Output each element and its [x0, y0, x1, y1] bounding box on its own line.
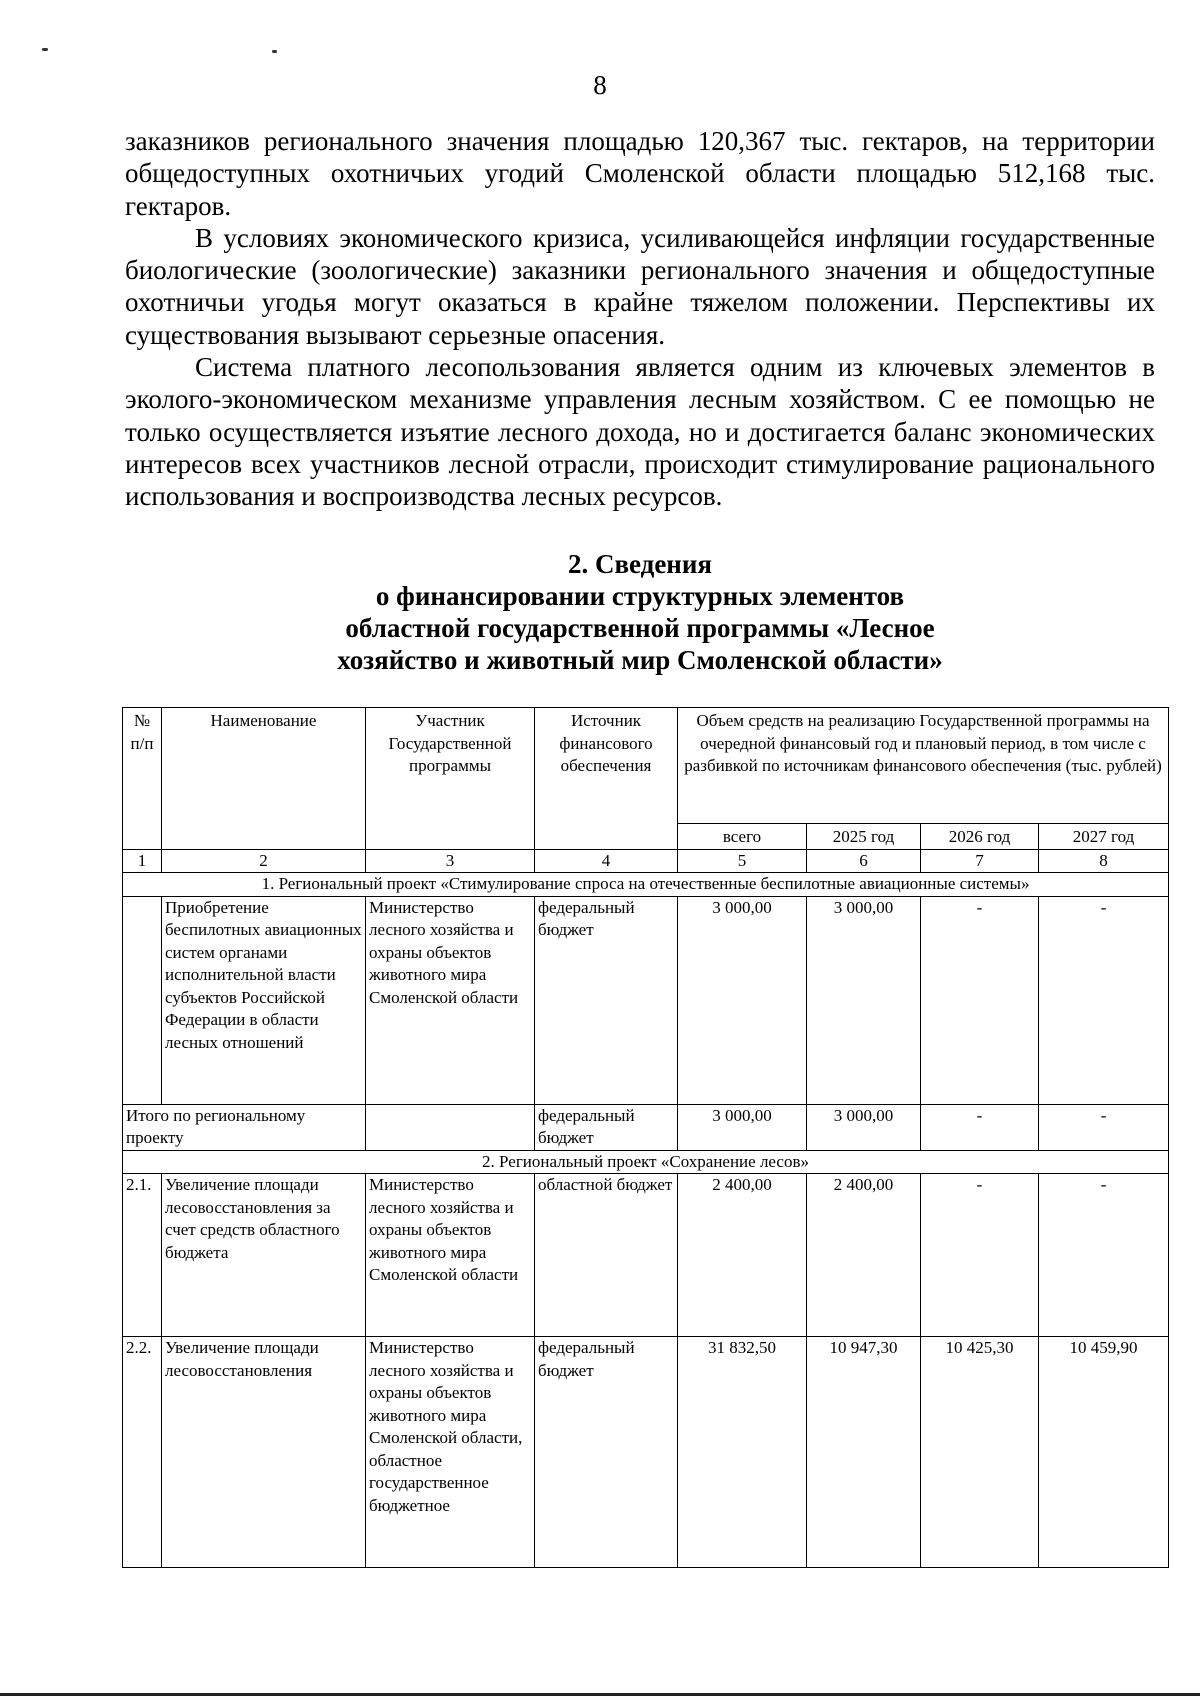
- scan-speck: [272, 50, 277, 53]
- column-number: 7: [921, 849, 1039, 873]
- header-participant: Участник Государственной программы: [366, 708, 535, 850]
- row-2025: 10 947,30: [807, 1337, 921, 1568]
- row-2026: -: [921, 1174, 1039, 1337]
- financing-table: [122, 707, 1169, 1568]
- summary-2027: -: [1039, 1104, 1169, 1150]
- table-row: [123, 1174, 1169, 1337]
- row-2026: 10 425,30: [921, 1337, 1039, 1568]
- row-2027: 10 459,90: [1039, 1337, 1169, 1568]
- section-title-line: 2. Сведения: [567, 549, 713, 579]
- summary-2026: -: [921, 1104, 1039, 1150]
- column-number: 1: [123, 849, 162, 873]
- body-text: [125, 125, 1155, 513]
- header-name: Наименование: [162, 708, 366, 850]
- row-num: [123, 896, 162, 1104]
- header-num: № п/п: [123, 708, 162, 850]
- paragraph: заказников регионального значения площадью 120,367 тыс. гектаров, на территории общедоступных охотничьих угодий Смоленской области площадью 512,168 тыс. гектаров.: [125, 126, 1155, 221]
- column-number: 6: [807, 849, 921, 873]
- row-source: областной бюджет: [535, 1174, 678, 1337]
- header-source: Источник финансового обеспечения: [535, 708, 678, 850]
- row-num: 2.2.: [123, 1337, 162, 1568]
- summary-name: Итого по региональному проекту: [123, 1104, 366, 1150]
- row-name: Увеличение площади лесовосстановления за счет средств областного бюджета: [162, 1174, 366, 1337]
- row-name: Приобретение беспилотных авиационных систем органами исполнительной власти субъектов Российской Федерации в области лесных отношений: [162, 896, 366, 1104]
- row-participant: Министерство лесного хозяйства и охраны объектов животного мира Смоленской области: [366, 1174, 535, 1337]
- group-title: 1. Региональный проект «Стимулирование спроса на отечественные беспилотные авиационные системы»: [123, 873, 1169, 897]
- row-participant: Министерство лесного хозяйства и охраны объектов животного мира Смоленской области: [366, 896, 535, 1104]
- header-total: всего: [678, 824, 807, 850]
- summary-2025: 3 000,00: [807, 1104, 921, 1150]
- row-source: федеральный бюджет: [535, 896, 678, 1104]
- column-number: 3: [366, 849, 535, 873]
- group-title-row: [123, 1150, 1169, 1174]
- row-2025: 3 000,00: [807, 896, 921, 1104]
- column-number: 5: [678, 849, 807, 873]
- row-participant: Министерство лесного хозяйства и охраны объектов животного мира Смоленской области, областное государственное бюджетное: [366, 1337, 535, 1568]
- summary-participant: [366, 1104, 535, 1150]
- column-numbers-row: [123, 849, 1169, 873]
- row-source: федеральный бюджет: [535, 1337, 678, 1568]
- row-total: 31 832,50: [678, 1337, 807, 1568]
- section-title-line: о финансировании структурных элементов: [375, 581, 905, 611]
- section-title: [125, 548, 1155, 676]
- paragraph: В условиях экономического кризиса, усиливающейся инфляции государственные биологические (зоологические) заказники регионального значения и общедоступные охотничьи угодья могут оказаться в крайне тяжелом положении. Перспективы их существования вызывают серьезные опасения.: [125, 222, 1155, 350]
- section-title-line: областной государственной программы «Лесное: [345, 613, 935, 643]
- scan-speck: [42, 48, 48, 51]
- table-row: [123, 1337, 1169, 1568]
- summary-row: [123, 1104, 1169, 1150]
- row-total: 2 400,00: [678, 1174, 807, 1337]
- column-number: 2: [162, 849, 366, 873]
- row-2027: -: [1039, 1174, 1169, 1337]
- page-number: 8: [593, 70, 607, 100]
- header-2025: 2025 год: [807, 824, 921, 850]
- header-2026: 2026 год: [921, 824, 1039, 850]
- row-num: 2.1.: [123, 1174, 162, 1337]
- row-2025: 2 400,00: [807, 1174, 921, 1337]
- row-2027: -: [1039, 896, 1169, 1104]
- row-name: Увеличение площади лесовосстановления: [162, 1337, 366, 1568]
- column-number: 4: [535, 849, 678, 873]
- group-title: 2. Региональный проект «Сохранение лесов»: [123, 1150, 1169, 1174]
- row-total: 3 000,00: [678, 896, 807, 1104]
- header-volume: Объем средств на реализацию Государственной программы на очередной финансовый год и плановый период, в том числе с разбивкой по источникам финансового обеспечения (тыс. рублей): [678, 708, 1169, 824]
- column-number: 8: [1039, 849, 1169, 873]
- header-2027: 2027 год: [1039, 824, 1169, 850]
- summary-source: федеральный бюджет: [535, 1104, 678, 1150]
- group-title-row: [123, 873, 1169, 897]
- scan-edge: [0, 1693, 1200, 1696]
- paragraph: Система платного лесопользования является одним из ключевых элементов в эколого-экономическом механизме управления лесным хозяйством. С ее помощью не только осуществляется изъятие лесного дохода, но и достигается баланс экономических интересов всех участников лесной отрасли, происходит стимулирование рационального использования и воспроизводства лесных ресурсов.: [125, 352, 1155, 512]
- row-2026: -: [921, 896, 1039, 1104]
- table-row: [123, 896, 1169, 1104]
- summary-total: 3 000,00: [678, 1104, 807, 1150]
- section-title-line: хозяйство и животный мир Смоленской области»: [337, 645, 943, 675]
